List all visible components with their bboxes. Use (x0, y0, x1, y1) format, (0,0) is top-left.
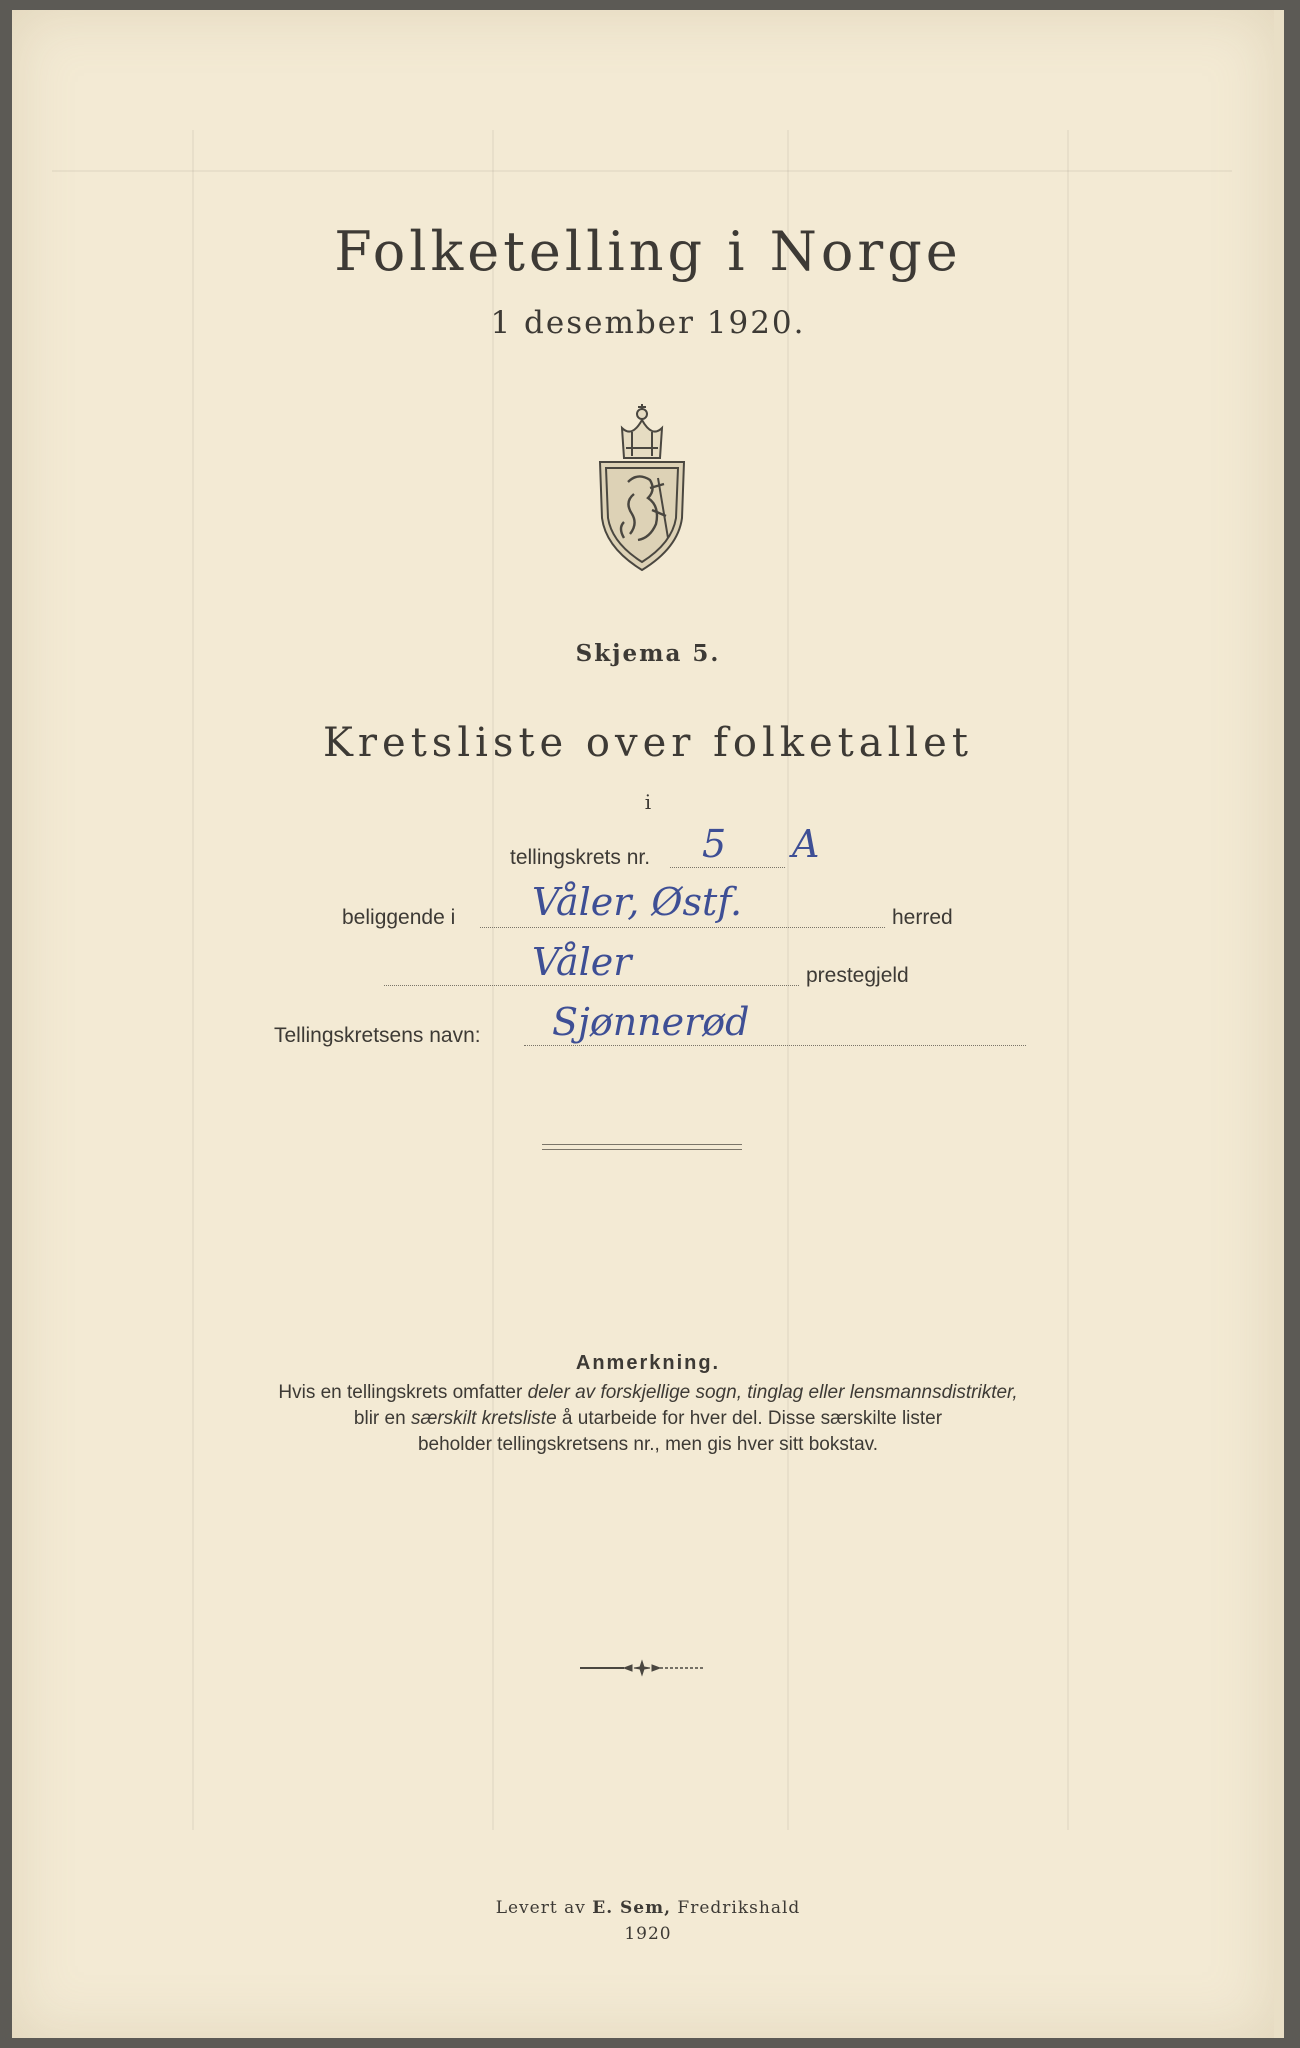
note-line-1-plain: Hvis en tellingskrets omfatter (278, 1382, 528, 1403)
parish-value: Våler (532, 940, 632, 984)
note-line-3: beholder tellingskretsens nr., men gis hver sitt bokstav. (417, 1434, 879, 1455)
bleed-through-line (192, 130, 194, 1830)
census-form-page (12, 10, 1284, 2038)
bleed-through-line (52, 170, 1232, 172)
printer-credit (12, 1898, 1284, 1918)
note-line-1 (12, 1382, 1284, 1404)
municipality-value: Våler, Østf. (532, 880, 743, 924)
printer-year: 1920 (624, 1924, 672, 1944)
district-letter-value: A (792, 822, 820, 866)
divider-rule (542, 1149, 742, 1150)
printer-city: Fredrikshald (671, 1898, 801, 1918)
district-name-label: Tellingskretsens navn: (274, 1024, 481, 1047)
district-number-dotted-line (670, 866, 785, 868)
note-line-2-italic: særskilt kretsliste (410, 1408, 557, 1429)
district-name-value: Sjønnerød (552, 1000, 750, 1044)
located-label: beliggende i (342, 906, 456, 929)
schema-number: Skjema 5. (575, 640, 721, 667)
note-line-2-plain-b: å utarbeide for hver del. Disse særskilte lister (556, 1408, 943, 1429)
bleed-through-line (492, 130, 494, 1830)
note-line-2 (12, 1408, 1284, 1430)
district-name-dotted-line (524, 1044, 1026, 1046)
parish-dotted-line (384, 984, 799, 986)
parish-suffix: prestegjeld (806, 964, 909, 987)
note-line-2-plain-a: blir en (353, 1408, 411, 1429)
printer-prefix: Levert av (495, 1898, 593, 1918)
printer-name: E. Sem, (592, 1898, 672, 1918)
bleed-through-line (1067, 130, 1069, 1830)
divider-rule (542, 1144, 742, 1145)
census-date: 1 desember 1920. (490, 305, 806, 341)
ornament-divider-icon (562, 1658, 722, 1678)
bleed-through-line (787, 130, 789, 1830)
municipality-suffix: herred (892, 906, 953, 929)
form-heading: Kretsliste over folketallet (323, 720, 973, 766)
note-heading: Anmerkning. (575, 1352, 721, 1374)
district-number-value: 5 (702, 822, 727, 866)
municipality-dotted-line (480, 926, 885, 928)
norwegian-coat-of-arms-icon (594, 398, 690, 574)
note-line-1-italic: deler av forskjellige sogn, tinglag eller lensmannsdistrikter, (527, 1382, 1018, 1403)
preposition-label: i (644, 790, 652, 814)
page-title: Folketelling i Norge (334, 220, 962, 283)
district-number-label: tellingskrets nr. (510, 846, 651, 869)
